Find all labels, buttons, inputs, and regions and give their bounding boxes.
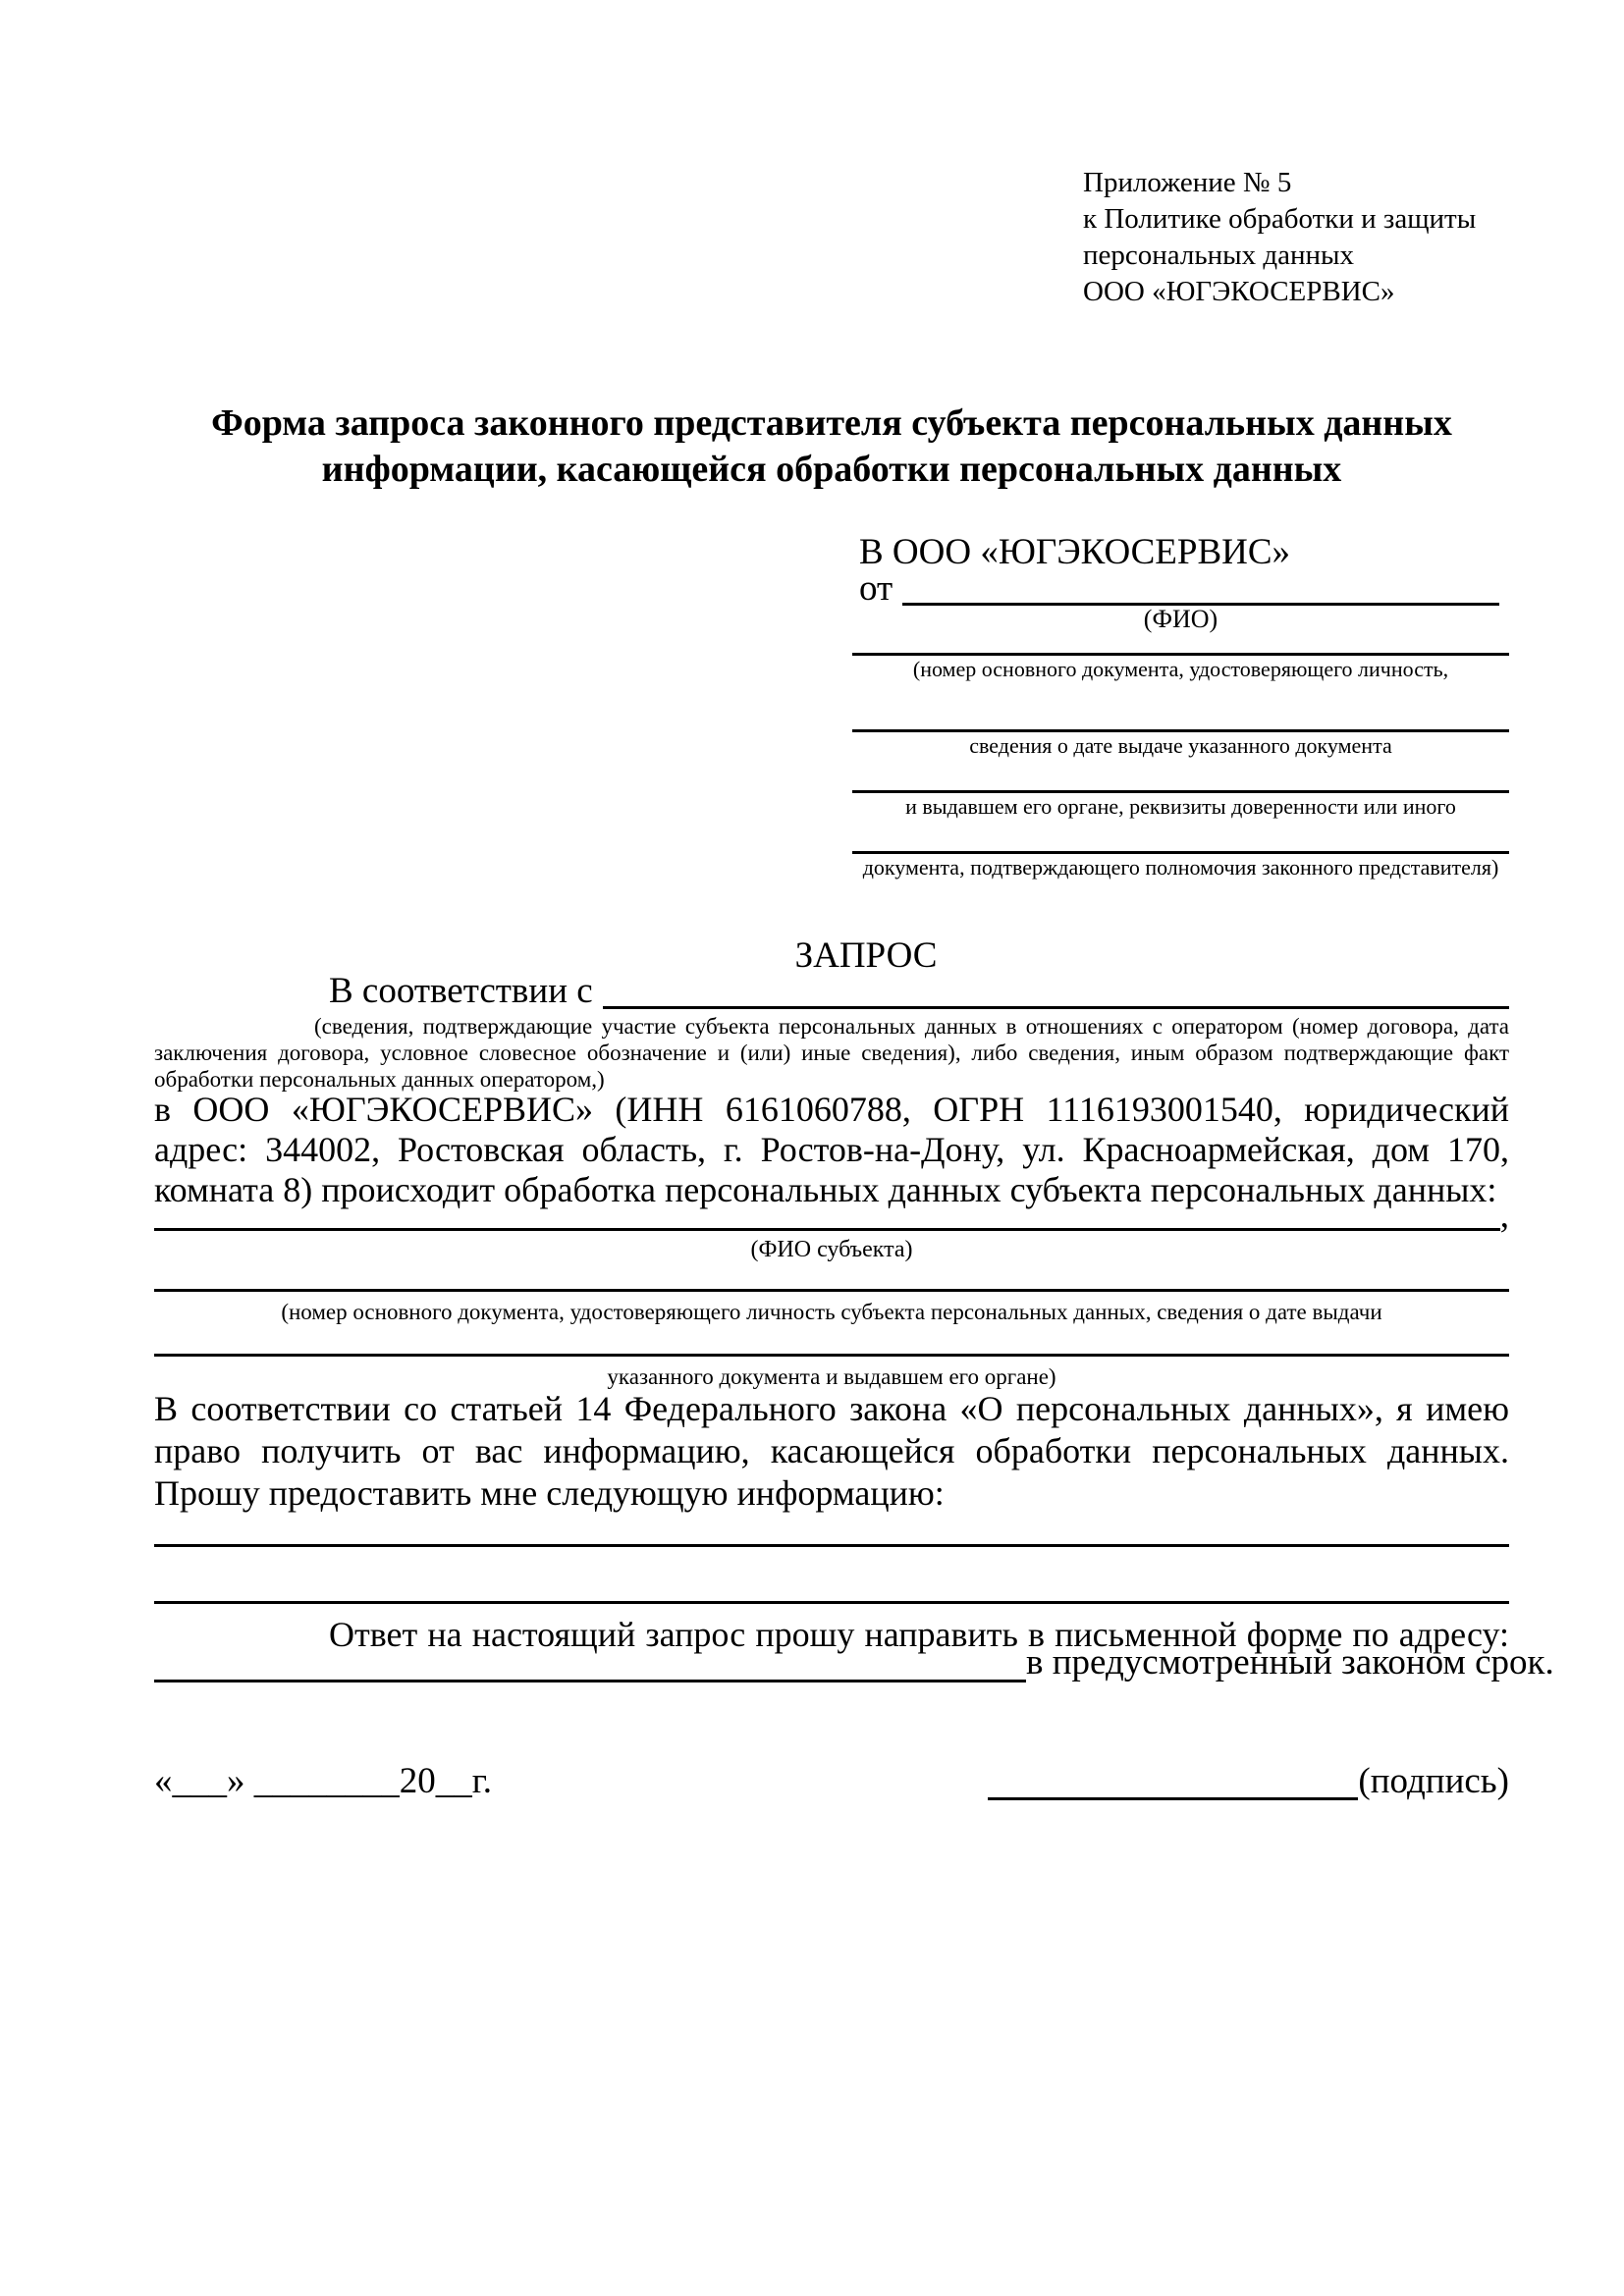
subject-fio-blank-line [154, 1228, 1500, 1231]
operator-paragraph: в ООО «ЮГЭКОСЕРВИС» (ИНН 6161060788, ОГРН 1116193001540, юридический адрес: 344002, Ростовская область, г. Ростов-на-Дону, ул. Красноармейская, дом 170, комната 8) происходит обработка персональных данных субъекта персональных данных: [154, 1090, 1509, 1209]
form-title [154, 400, 1509, 493]
info-blank-line-1 [154, 1512, 1509, 1547]
answer-paragraph: Ответ на настоящий запрос прошу направить в письменной форме по адресу: [329, 1615, 1509, 1654]
representative-doc-caption-1: (номер основного документа, удостоверяющего личность, [912, 657, 1449, 681]
appendix-line: ООО «ЮГЭКОСЕРВИС» [1083, 276, 1395, 307]
appendix-block [1083, 165, 1476, 310]
info-blank-line-2 [154, 1571, 1509, 1604]
subject-doc-caption-2: указанного документа и выдавшем его органе) [607, 1364, 1056, 1389]
form-title-line2: информации, касающейся обработки персональных данных [321, 449, 1342, 490]
address-deadline-row [154, 1641, 1554, 1682]
from-field-row [852, 568, 1509, 609]
footer-row [154, 1761, 1509, 1800]
in-accordance-row [154, 972, 1509, 1009]
from-label: от [859, 568, 893, 609]
subject-doc-caption-1: (номер основного документа, удостоверяющего личность субъекта персональных данных, сведения о дате выдачи [281, 1300, 1382, 1324]
form-title-line1: Форма запроса законного представителя субъекта персональных данных [211, 402, 1452, 444]
representative-doc-blank-line-2 [852, 683, 1509, 732]
request-heading: ЗАПРОС [794, 935, 938, 976]
subject-fio-caption: (ФИО субъекта) [750, 1237, 913, 1262]
date-line: «___» ________20__г. [154, 1761, 493, 1801]
representative-doc-caption-3: и выдавшем его органе, реквизиты доверенности или иного [905, 794, 1456, 819]
small-print-caption: (сведения, подтверждающие участие субъекта персональных данных в отношениях с оператором (номер договора, дата заключения договора, условное словесное обозначение и (или) иные сведения), либо сведения, иным образом подтверждающие факт обработки персональных данных оператором,) [154, 1014, 1509, 1092]
appendix-line: Приложение № 5 [1083, 167, 1292, 198]
appendix-line: к Политике обработки и защиты [1083, 203, 1477, 235]
in-accordance-label: В соответствии с [329, 971, 593, 1011]
representative-doc-blank-line-4 [852, 821, 1509, 854]
appendix-line: персональных данных [1083, 240, 1355, 271]
deadline-text: в предусмотренный законом срок. [1026, 1642, 1554, 1682]
fio-caption: (ФИО) [1143, 605, 1218, 633]
signature-caption: (подпись) [1358, 1761, 1509, 1801]
representative-doc-caption-2: сведения о дате выдаче указанного документа [969, 733, 1392, 758]
subject-doc-blank-line-1 [154, 1256, 1509, 1292]
representative-doc-blank-line-3 [852, 760, 1509, 793]
signature-blank-line [988, 1763, 1358, 1800]
law-paragraph: В соответствии со статьей 14 Федерального закона «О персональных данных», я имею право получить от вас информацию, касающейся обработки персональных данных. Прошу предоставить мне следующую информацию: [154, 1389, 1509, 1513]
representative-doc-caption-4: документа, подтверждающего полномочия законного представителя) [862, 855, 1499, 880]
address-blank-line [154, 1680, 1026, 1682]
trailing-comma: , [1499, 1196, 1509, 1236]
signature-block [988, 1763, 1509, 1800]
subject-fio-row [154, 1192, 1509, 1236]
in-accordance-blank-line [603, 1006, 1509, 1009]
addressee-to: В ООО «ЮГЭКОСЕРВИС» [859, 532, 1291, 572]
subject-doc-blank-line-2 [154, 1323, 1509, 1357]
addressee-block [852, 532, 1509, 881]
representative-doc-blank-line-1 [852, 633, 1509, 656]
